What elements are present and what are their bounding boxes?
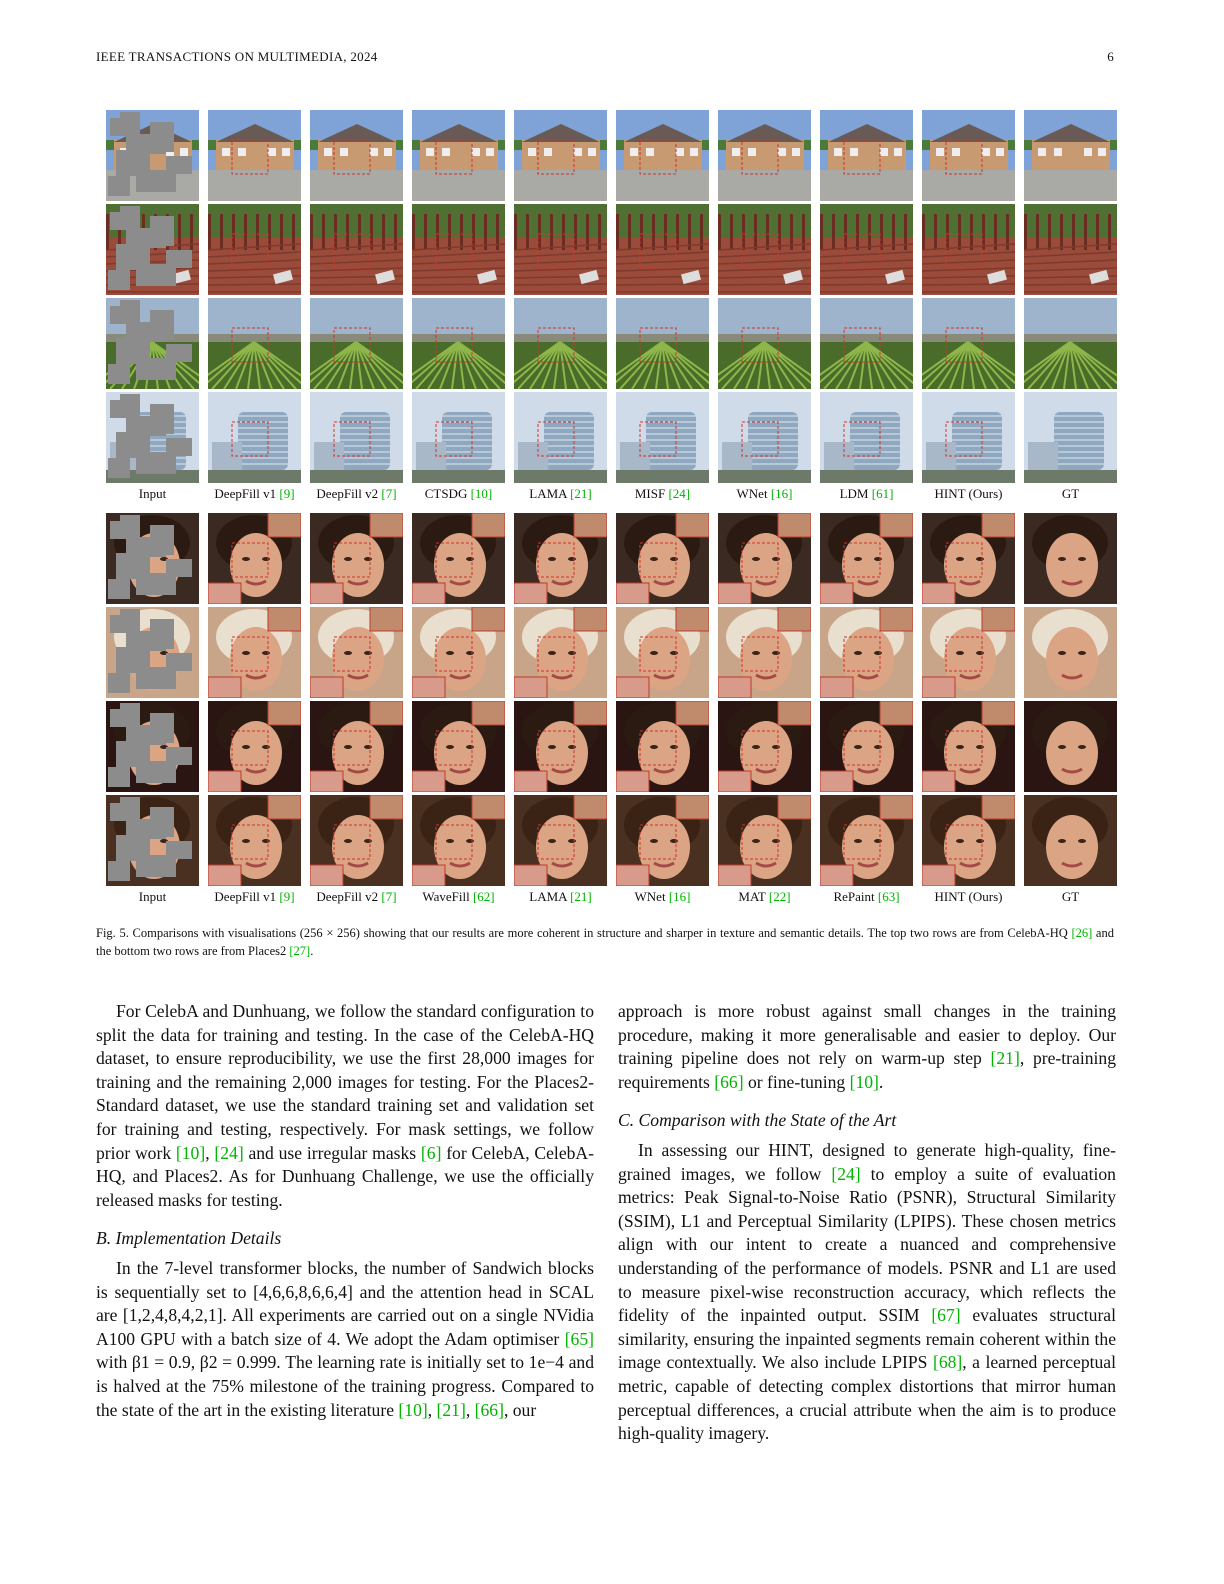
- citation-link[interactable]: [65]: [564, 1328, 594, 1349]
- citation-link[interactable]: [66]: [714, 1071, 744, 1092]
- citation-link[interactable]: [16]: [770, 486, 793, 501]
- figure-caption: [96, 924, 1114, 960]
- celeba-thumbnail: [208, 701, 301, 792]
- method-label: [310, 486, 403, 504]
- image-row-face-1: [106, 513, 1110, 604]
- method-name: LAMA: [529, 486, 571, 501]
- celeba-thumbnail: [514, 701, 607, 792]
- text: For CelebA and Dunhuang, we follow the standard configuration to split the data for training and testing. In the case of the CelebA-HQ dataset, to ensure reproducibility, we use the first 28,000 images for training and the remaining 2,000 images for testing. For the Places2-Standard dataset, we use the standard training set and validation set for training and testing, respectively. For mask settings, we follow prior work: [96, 1001, 594, 1163]
- places-thumbnail: [208, 204, 301, 295]
- method-label: [820, 889, 913, 907]
- places-thumbnail: [820, 298, 913, 389]
- celeba-thumbnail: [106, 795, 199, 886]
- citation-link[interactable]: [7]: [381, 889, 397, 904]
- page-header: [96, 49, 1114, 65]
- citation-link[interactable]: [22]: [768, 889, 791, 904]
- method-name: LDM: [839, 486, 872, 501]
- places-thumbnail: [106, 392, 199, 483]
- method-label: [922, 486, 1015, 504]
- celeba-thumbnail: [616, 701, 709, 792]
- method-label: [208, 486, 301, 504]
- image-row-face-3: [106, 701, 1110, 792]
- celeba-thumbnail: [208, 513, 301, 604]
- citation-link[interactable]: [16]: [668, 889, 691, 904]
- text: for CelebA, CelebA-HQ, and Places2. As for Dunhuang Challenge, we use the officially released masks for testing.: [96, 1142, 594, 1210]
- method-name: WNet: [736, 486, 771, 501]
- citation-link[interactable]: [62]: [472, 889, 495, 904]
- celeba-thumbnail: [310, 701, 403, 792]
- places-thumbnail: [718, 110, 811, 201]
- method-label: [106, 486, 199, 504]
- places-thumbnail: [412, 204, 505, 295]
- right-column: [618, 1000, 1116, 1446]
- citation-link[interactable]: [27]: [289, 944, 311, 958]
- places-thumbnail: [1024, 392, 1117, 483]
- places-thumbnail: [616, 298, 709, 389]
- celeba-thumbnail: [412, 607, 505, 698]
- method-name: Input: [138, 486, 167, 501]
- text: ,: [465, 1399, 475, 1420]
- places-thumbnail: [922, 204, 1015, 295]
- celeba-thumbnail: [1024, 701, 1117, 792]
- places-thumbnail: [616, 204, 709, 295]
- page-number: 6: [1107, 49, 1114, 64]
- method-name: MISF: [634, 486, 669, 501]
- celeba-thumbnail: [412, 795, 505, 886]
- places-thumbnail: [208, 392, 301, 483]
- places-thumbnail: [310, 204, 403, 295]
- text: , pre-training requirements: [618, 1048, 1116, 1092]
- celeba-thumbnail: [616, 795, 709, 886]
- celeba-thumbnail: [616, 513, 709, 604]
- image-row-field: [106, 298, 1110, 389]
- places-thumbnail: [514, 204, 607, 295]
- caption-text: and the bottom two rows are from Places2: [96, 926, 1114, 958]
- section-heading-comparison: C. Comparison with the State of the Art: [618, 1110, 897, 1131]
- places-thumbnail: [922, 392, 1015, 483]
- section-heading-implementation: B. Implementation Details: [96, 1228, 282, 1249]
- places-thumbnail: [616, 392, 709, 483]
- method-name: DeepFill v2: [316, 889, 382, 904]
- citation-link[interactable]: [6]: [420, 1142, 442, 1163]
- method-name: CTSDG: [424, 486, 471, 501]
- figure-celeba-grid: [106, 513, 1110, 907]
- citation-link[interactable]: [24]: [214, 1142, 244, 1163]
- method-label: [208, 889, 301, 907]
- text: In assessing our HINT, designed to generate high-quality, fine-grained images, we follow: [618, 1139, 1116, 1184]
- celeba-thumbnail: [922, 701, 1015, 792]
- citation-link[interactable]: [9]: [279, 889, 295, 904]
- text: approach is more robust against small changes in the training procedure, making it more generalisable and easier to deploy. Our training pipeline does not rely on warm-up step: [618, 1001, 1116, 1069]
- text: or fine-tuning: [743, 1071, 850, 1092]
- citation-link[interactable]: [21]: [570, 889, 592, 904]
- paragraph-implementation: [96, 1257, 594, 1422]
- method-label: [616, 486, 709, 504]
- celeba-thumbnail: [922, 607, 1015, 698]
- citation-link[interactable]: [26]: [1071, 926, 1093, 940]
- places-thumbnail: [1024, 204, 1117, 295]
- places-thumbnail: [1024, 110, 1117, 201]
- celeba-thumbnail: [1024, 607, 1117, 698]
- citation-link[interactable]: [7]: [381, 486, 397, 501]
- citation-link[interactable]: [9]: [279, 486, 295, 501]
- celeba-thumbnail: [310, 607, 403, 698]
- places-thumbnail: [718, 392, 811, 483]
- image-row-building: [106, 392, 1110, 483]
- method-name: GT: [1061, 889, 1080, 904]
- image-row-deck: [106, 204, 1110, 295]
- method-name: HINT (Ours): [934, 486, 1003, 501]
- celeba-thumbnail: [412, 701, 505, 792]
- citation-link[interactable]: [21]: [436, 1399, 466, 1420]
- method-name: DeepFill v2: [316, 486, 382, 501]
- method-label: [922, 889, 1015, 907]
- places-thumbnail: [922, 110, 1015, 201]
- text: , our: [503, 1399, 537, 1420]
- places-thumbnail: [310, 110, 403, 201]
- celeba-thumbnail: [412, 513, 505, 604]
- method-label: [412, 486, 505, 504]
- citation-link[interactable]: [10]: [175, 1142, 206, 1163]
- places-thumbnail: [820, 204, 913, 295]
- paragraph-metrics: [618, 1139, 1116, 1446]
- method-name: GT: [1061, 486, 1080, 501]
- paragraph-data-split: [96, 1000, 594, 1212]
- method-label: [514, 486, 607, 504]
- text: to employ a suite of evaluation metrics: Peak Signal-to-Noise Ratio (PSNR), Structural Similarity (SSIM), L1 and Perceptual Similarity (LPIPS). These chosen metrics align with our intent to create a nuanced and comprehensive understanding of the performance of models. PSNR and L1 are used to measure pixel-wise reconstruction accuracy, which reflects the fidelity of the inpainted output. SSIM: [618, 1163, 1116, 1326]
- citation-link[interactable]: [24]: [831, 1163, 861, 1184]
- celeba-thumbnail: [718, 795, 811, 886]
- citation-link[interactable]: [63]: [877, 889, 900, 904]
- method-name: LAMA: [529, 889, 571, 904]
- celeba-thumbnail: [106, 607, 199, 698]
- citation-link[interactable]: [10]: [849, 1071, 879, 1092]
- method-label: [1024, 486, 1117, 504]
- places-thumbnail: [514, 110, 607, 201]
- places-thumbnail: [106, 110, 199, 201]
- celeba-thumbnail: [922, 513, 1015, 604]
- paragraph-robustness: [618, 1000, 1116, 1094]
- method-label: [1024, 889, 1117, 907]
- text: In the 7-level transformer blocks, the number of Sandwich blocks is sequentially set to [4,6,6,8,6,6,4] and the attention head in SCAL are [1,2,4,8,4,2,1]. All experiments are carried out on a single NVidia A100 GPU with a batch size of 4. We adopt the Adam optimiser: [96, 1257, 594, 1349]
- method-name: DeepFill v1: [214, 486, 280, 501]
- celeba-thumbnail: [310, 795, 403, 886]
- citation-link[interactable]: [21]: [570, 486, 592, 501]
- celeba-thumbnail: [718, 607, 811, 698]
- text: with β1 = 0.9, β2 = 0.999. The learning rate is initially set to 1e−4 and is halved at the 75% milestone of the training progress. Compared to the state of the art in the existing literature: [96, 1352, 594, 1420]
- citation-link[interactable]: [68]: [932, 1352, 963, 1373]
- method-label: [820, 486, 913, 504]
- method-label: [718, 486, 811, 504]
- places-thumbnail: [718, 298, 811, 389]
- celeba-thumbnail: [208, 795, 301, 886]
- celeba-thumbnail: [718, 701, 811, 792]
- places-thumbnail: [820, 392, 913, 483]
- method-name: DeepFill v1: [214, 889, 280, 904]
- celeba-thumbnail: [514, 513, 607, 604]
- places-thumbnail: [412, 110, 505, 201]
- celeba-thumbnail: [616, 607, 709, 698]
- citation-link[interactable]: [61]: [871, 486, 894, 501]
- celeba-thumbnail: [820, 701, 913, 792]
- celeba-method-labels: [106, 889, 1110, 907]
- method-label: [106, 889, 199, 907]
- celeba-thumbnail: [1024, 795, 1117, 886]
- celeba-thumbnail: [820, 795, 913, 886]
- celeba-thumbnail: [922, 795, 1015, 886]
- places-thumbnail: [820, 110, 913, 201]
- method-name: WNet: [634, 889, 669, 904]
- left-column: [96, 1000, 594, 1422]
- method-label: [310, 889, 403, 907]
- citation-link[interactable]: [24]: [668, 486, 691, 501]
- method-label: [616, 889, 709, 907]
- celeba-thumbnail: [820, 513, 913, 604]
- places-thumbnail: [106, 204, 199, 295]
- places-thumbnail: [310, 392, 403, 483]
- method-name: RePaint: [833, 889, 878, 904]
- citation-link[interactable]: [10]: [470, 486, 493, 501]
- places-method-labels: [106, 486, 1110, 504]
- places-thumbnail: [208, 110, 301, 201]
- method-name: WaveFill: [422, 889, 473, 904]
- celeba-thumbnail: [106, 701, 199, 792]
- method-label: [514, 889, 607, 907]
- places-thumbnail: [412, 298, 505, 389]
- image-row-house: [106, 110, 1110, 201]
- method-label: [718, 889, 811, 907]
- celeba-thumbnail: [310, 513, 403, 604]
- celeba-thumbnail: [514, 607, 607, 698]
- celeba-thumbnail: [106, 513, 199, 604]
- celeba-thumbnail: [1024, 513, 1117, 604]
- places-thumbnail: [514, 298, 607, 389]
- text: and use irregular masks: [243, 1142, 421, 1163]
- caption-text: .: [310, 944, 314, 958]
- places-thumbnail: [412, 392, 505, 483]
- celeba-thumbnail: [208, 607, 301, 698]
- places-thumbnail: [1024, 298, 1117, 389]
- text: .: [878, 1071, 884, 1092]
- caption-text: Fig. 5. Comparisons with visualisations (256 × 256) showing that our results are more coherent in structure and sharper in texture and semantic details. The top two rows are from CelebA-HQ: [96, 926, 1072, 940]
- places-thumbnail: [208, 298, 301, 389]
- journal-title: IEEE TRANSACTIONS ON MULTIMEDIA, 2024: [96, 49, 378, 64]
- places-thumbnail: [616, 110, 709, 201]
- places-thumbnail: [310, 298, 403, 389]
- citation-link[interactable]: [67]: [931, 1305, 961, 1326]
- method-name: Input: [138, 889, 167, 904]
- citation-link[interactable]: [10]: [398, 1399, 428, 1420]
- celeba-thumbnail: [718, 513, 811, 604]
- text: ,: [205, 1142, 215, 1163]
- figure-places-grid: [106, 110, 1110, 504]
- text: evaluates structural similarity, ensuring the inpainted segments remain coherent within the image contextually. We also include LPIPS: [618, 1305, 1116, 1373]
- image-row-face-4: [106, 795, 1110, 886]
- places-thumbnail: [718, 204, 811, 295]
- text: ,: [427, 1399, 437, 1420]
- places-thumbnail: [106, 298, 199, 389]
- celeba-thumbnail: [820, 607, 913, 698]
- citation-link[interactable]: [21]: [990, 1048, 1020, 1069]
- method-name: HINT (Ours): [934, 889, 1003, 904]
- places-thumbnail: [922, 298, 1015, 389]
- places-thumbnail: [514, 392, 607, 483]
- text: , a learned perceptual metric, capable of detecting complex distortions that mirror human perceptual differences, a crucial attribute when the aim is to produce high-quality imagery.: [618, 1352, 1117, 1444]
- method-label: [412, 889, 505, 907]
- celeba-thumbnail: [514, 795, 607, 886]
- method-name: MAT: [738, 889, 769, 904]
- image-row-face-2: [106, 607, 1110, 698]
- citation-link[interactable]: [66]: [474, 1399, 504, 1420]
